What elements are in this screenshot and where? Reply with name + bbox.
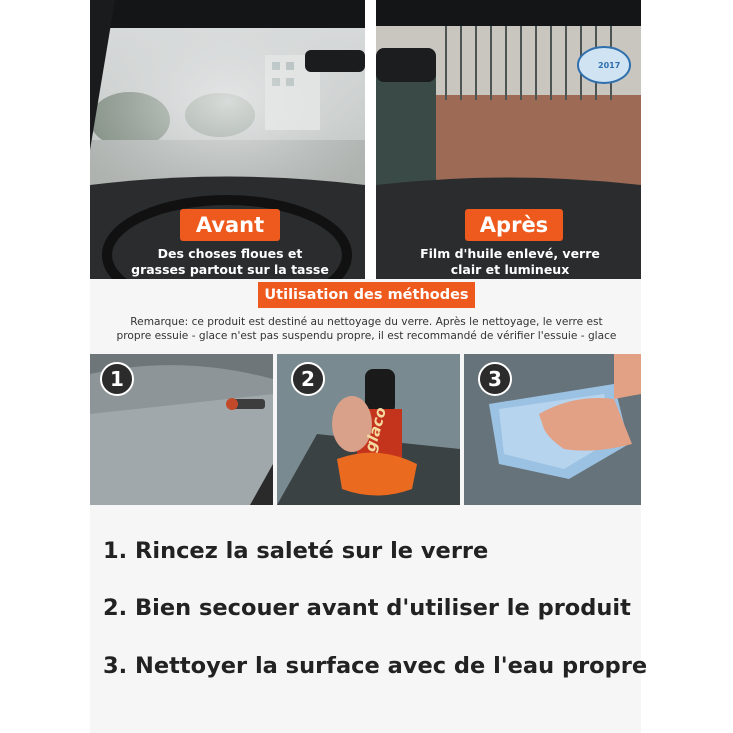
after-caption-line1: Film d'huile enlevé, verre [420,246,600,261]
photo-divider [365,0,376,279]
step-2-photo [277,354,460,505]
before-caption-line1: Des choses floues et [157,246,303,261]
usage-note [96,315,637,343]
methods-title: Utilisation des méthodes [258,282,475,308]
after-caption-line2: clair et lumineux [450,262,570,277]
step-2-badge: 2 [291,362,325,396]
step-1-badge: 1 [100,362,134,396]
usage-note-line1: Remarque: ce produit est destiné au nettoyage du verre. Après le nettoyage, le verre est [130,316,603,328]
instruction-1: 1. Rincez la saleté sur le verre [103,538,489,564]
before-label: Avant [180,209,280,241]
product-label-text: glaco [361,405,391,454]
before-caption [110,246,350,278]
after-label: Après [465,209,563,241]
step-3-photo [464,354,641,505]
windshield-sticker-text: 2017 [598,61,621,70]
instruction-3: 3. Nettoyer la surface avec de l'eau propre [103,653,648,679]
after-caption [395,246,625,278]
step-1-photo [90,354,273,505]
before-caption-line2: grasses partout sur la tasse [131,262,329,277]
instruction-2: 2. Bien secouer avant d'utiliser le produit [103,595,631,621]
usage-note-line2: propre essuie - glace n'est pas suspendu propre, il est recommandé de vérifier l'essuie - glace [116,330,617,342]
step-3-badge: 3 [478,362,512,396]
